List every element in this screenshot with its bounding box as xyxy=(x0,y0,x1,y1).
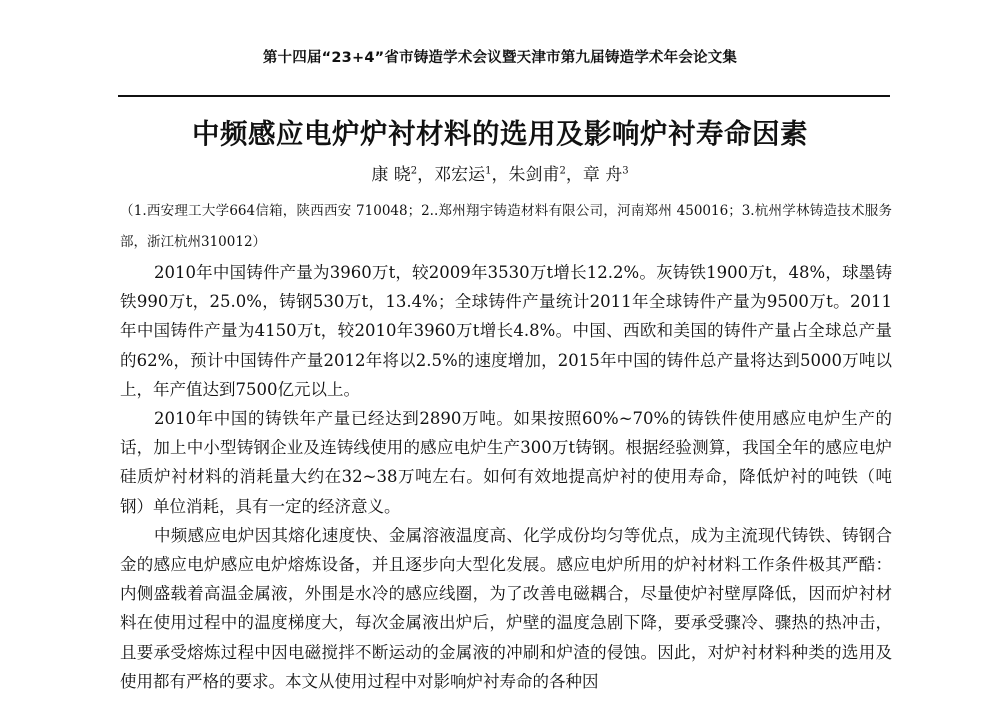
author-affiliation-mark: 2 xyxy=(410,165,418,177)
author-name: 邓宏运 xyxy=(434,165,486,185)
body-paragraph: 中频感应电炉因其熔化速度快、金属溶液温度高、化学成份均匀等优点，成为主流现代铸铁、铸钢合金的感应电炉感应电炉熔炼设备，并且逐步向大型化发展。感应电炉所用的炉衬材料工作条件极其严酷：内侧盛载着高温金属液，外围是水冷的感应线圈，为了改善电磁耦合，尽量使炉衬壁厚降低，因而炉衬材料在使用过程中的温度梯度大，每次金属液出炉后，炉壁的温度急剧下降，要承受骤冷、骤热的热冲击，且要承受熔炼过程中因电磁搅拌不断运动的金属液的冲刷和炉渣的侵蚀。因此，对炉衬材料种类的选用及使用都有严格的要求。本文从使用过程中对影响炉衬寿命的各种因 xyxy=(120,525,892,691)
running-header: 第十四届“23+4”省市铸造学术会议暨天津市第九届铸造学术年会论文集 xyxy=(262,50,738,66)
affiliations: （1.西安理工大学664信箱，陕西西安 710048；2..郑州翔宇铸造材料有限公司，河南郑州 450016；3.杭州学林铸造技术服务部，浙江杭州310012） xyxy=(120,203,892,250)
author-separator: ， xyxy=(565,165,583,185)
author-affiliation-mark: 2 xyxy=(559,165,566,177)
author-affiliation-mark: 3 xyxy=(622,165,629,177)
author-separator: ， xyxy=(491,165,509,185)
author-separator: ， xyxy=(417,165,435,185)
body-paragraph: 2010年中国铸件产量为3960万t，较2009年3530万t增长12.2%。灰铸铁1900万t，48%，球墨铸铁990万t，25.0%，铸钢530万t，13.4%；全球铸件产量统计2011年全球铸件产量为9500万t。2011年中国铸件产量为4150万t，较2010年3960万t增长4.8%。中国、西欧和美国的铸件产量占全球总产量的62%，预计中国铸件产量2012年将以2.5%的速度增加，2015年中国的铸件总产量将达到5000万吨以上，年产值达到7500亿元以上。 xyxy=(120,263,892,399)
author-name: 章 舟 xyxy=(582,165,623,185)
body-text xyxy=(120,258,892,696)
author-list xyxy=(100,160,900,185)
body-paragraph: 2010年中国的铸铁年产量已经达到2890万吨。如果按照60%~70%的铸铁件使用感应电炉生产的话，加上中小型铸钢企业及连铸线使用的感应电炉生产300万t铸钢。根据经验测算，我国全年的感应电炉硅质炉衬材料的消耗量大约在32~38万吨左右。如何有效地提高炉衬的使用寿命，降低炉衬的吨铁（吨钢）单位消耗，具有一定的经济意义。 xyxy=(120,409,892,516)
paper-title: 中频感应电炉炉衬材料的选用及影响炉衬寿命因素 xyxy=(192,118,808,150)
header-rule xyxy=(118,95,890,97)
author-name: 朱剑甫 xyxy=(508,165,560,185)
author-name: 康 晓 xyxy=(371,165,411,185)
author-affiliation-mark: 1 xyxy=(485,165,492,177)
